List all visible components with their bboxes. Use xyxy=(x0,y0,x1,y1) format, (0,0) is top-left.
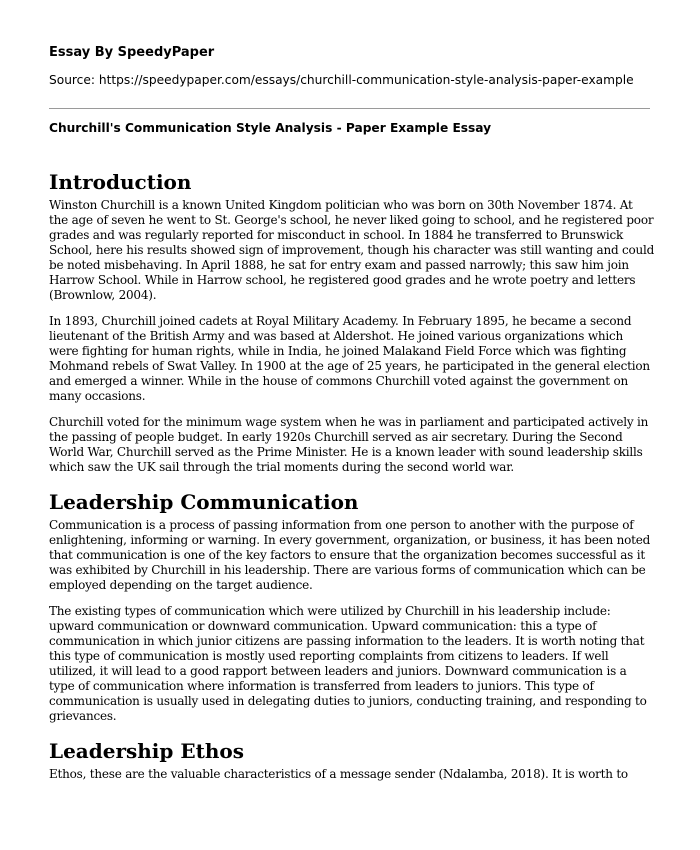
paragraph: The existing types of communication which were utilized by Churchill in his leadership include: upward communication or downward communication. Upward communication: this a type of communication in which junior citizens are passing information to the leaders. It is worth noting that this type of communication is mostly used reporting complaints from citizens to leaders. If well utilized, it will lead to a good rapport between leaders and juniors. Downward communication is a type of communication where information is transferred from leaders to juniors. This type of communication is usually used in delegating duties to juniors, conducting training, and responding to grievances. xyxy=(49,604,647,723)
paragraph: Communication is a process of passing information from one person to another with the purpose of enlightening, informing or warning. In every government, organization, or business, it has been noted that communication is one of the key factors to ensure that the organization becomes successful as it was exhibited by Churchill in his leadership. There are various forms of communication which can be employed depending on the target audience. xyxy=(49,518,651,592)
header-divider xyxy=(49,108,650,109)
paragraph: Churchill voted for the minimum wage system when he was in parliament and participated actively in the passing of people budget. In early 1920s Churchill served as air secretary. During the Second World War, Churchill served as the Prime Minister. He is a known leader with sound leadership skills which saw the UK sail through the trial moments during the second world war. xyxy=(49,415,649,474)
essay-body xyxy=(49,166,655,793)
paragraph: Winston Churchill is a known United Kingdom politician who was born on 30th November 1874. At the age of seven he went to St. George's school, he never liked going to school, and he registered poor grades and was regularly reported for misconduct in school. In 1884 he transferred to Brunswick School, here his results showed sign of improvement, though his character was still wanting and could be noted misbehaving. In April 1888, he sat for entry exam and passed narrowly; this saw him join Harrow School. While in Harrow school, he registered good grades and he wrote poetry and letters (Brownlow, 2004). xyxy=(49,198,655,302)
essay-title: Churchill's Communication Style Analysis - Paper Example Essay xyxy=(49,121,492,135)
publisher-title: Essay By SpeedyPaper xyxy=(49,45,215,60)
section-heading-leadership-communication: Leadership Communication xyxy=(49,490,359,514)
paragraph: In 1893, Churchill joined cadets at Royal Military Academy. In February 1895, he became a second lieutenant of the British Army and was based at Aldershot. He joined various organizations which were fighting for human rights, while in India, he joined Malakand Field Force which was fighting Mohmand rebels of Swat Valley. In 1900 at the age of 25 years, he participated in the general election and emerged a winner. While in the house of commons Churchill voted against the government on many occasions. xyxy=(49,314,650,403)
section-heading-leadership-ethos: Leadership Ethos xyxy=(49,739,244,763)
section-heading-introduction: Introduction xyxy=(49,170,192,194)
source-url[interactable]: Source: https://speedypaper.com/essays/churchill-communication-style-analysis-paper-example xyxy=(49,73,634,87)
paragraph: Ethos, these are the valuable characteristics of a message sender (Ndalamba, 2018). It is worth to xyxy=(49,767,628,781)
